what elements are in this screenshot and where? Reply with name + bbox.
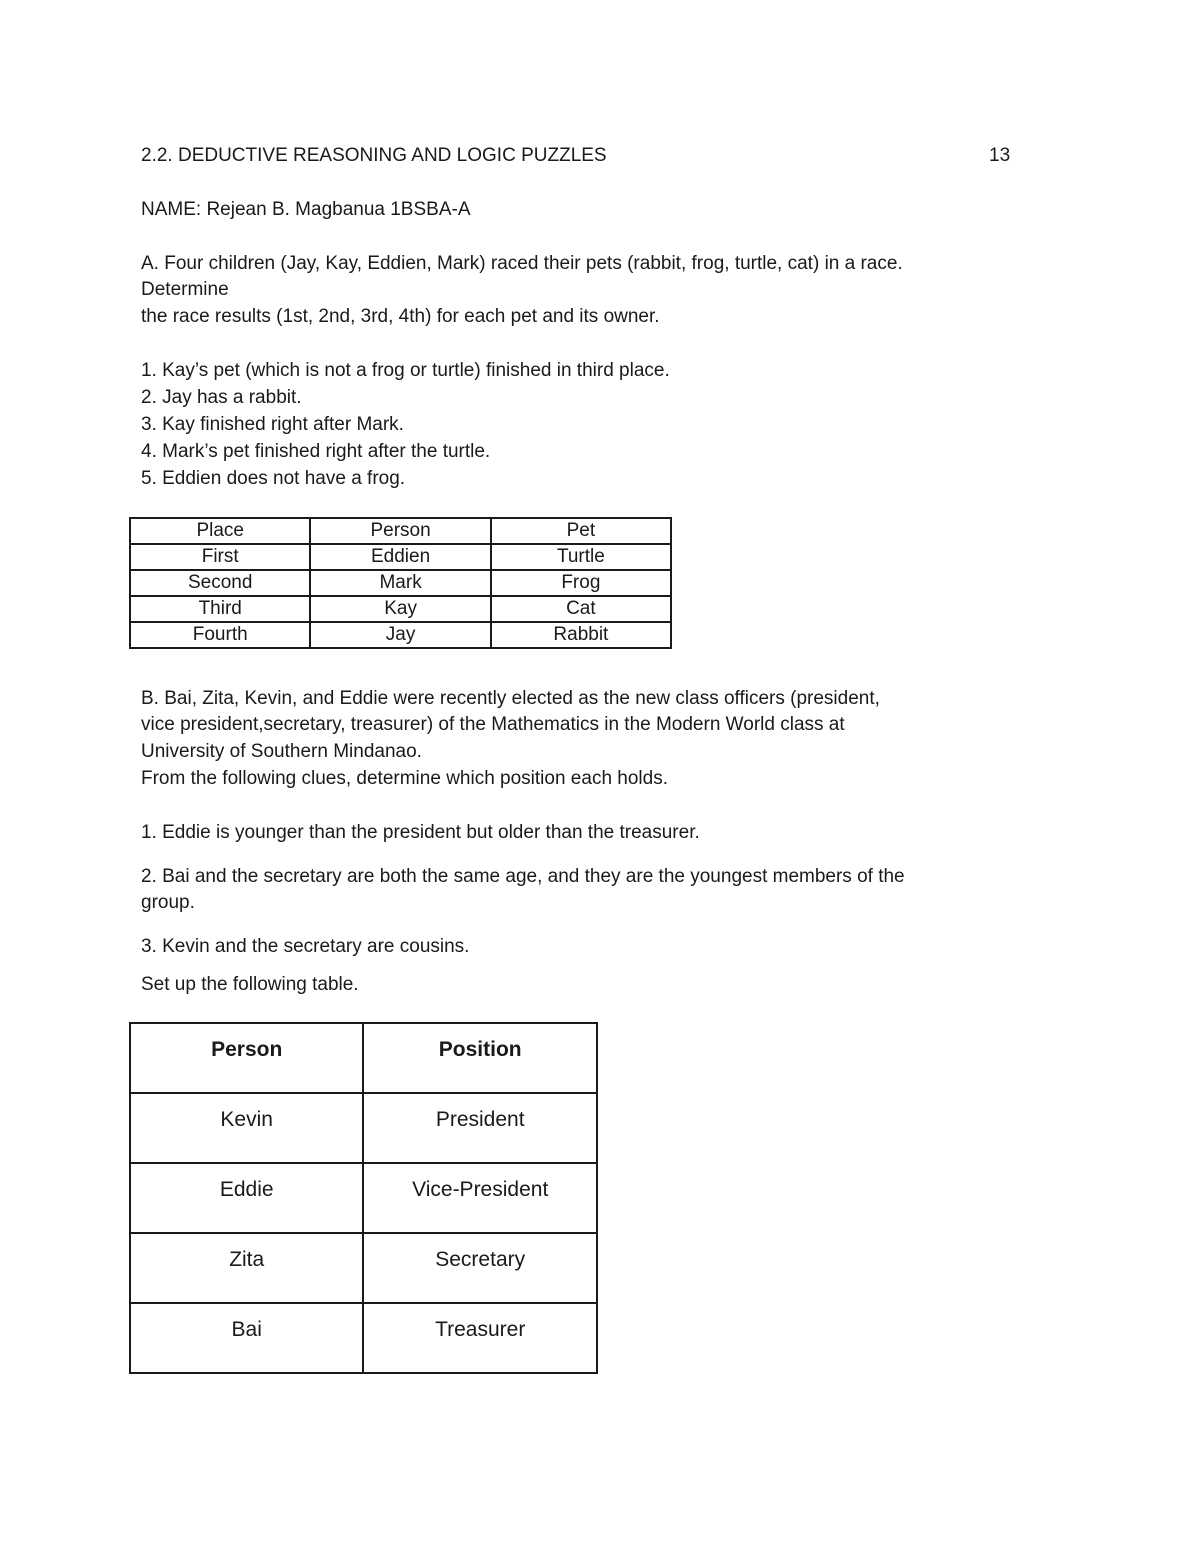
part-b-clue-2-line-1: 2. Bai and the secretary are both the same age, and they are the youngest members of the [141, 866, 905, 887]
header-cell-person [130, 1023, 363, 1093]
part-b-clue-2-line-2: group. [141, 892, 195, 913]
cell-text: Vice-President [412, 1178, 549, 1201]
table-header-row [130, 518, 671, 544]
table-row [130, 1163, 597, 1233]
table-cell: Rabbit [491, 622, 671, 648]
page-number: 13 [989, 145, 1011, 166]
table-row [130, 544, 671, 570]
section-title: 2.2. DEDUCTIVE REASONING AND LOGIC PUZZLES [141, 145, 607, 166]
cell-text: Secretary [435, 1248, 526, 1271]
table-cell: First [130, 544, 310, 570]
table-cell: Frog [491, 570, 671, 596]
part-a-intro-line-1: A. Four children (Jay, Kay, Eddien, Mark) raced their pets (rabbit, frog, turtle, cat) in a race. [141, 253, 903, 274]
table-cell [130, 1093, 363, 1163]
table-cell: Third [130, 596, 310, 622]
table-row [130, 1093, 597, 1163]
part-a-clue-2: 2. Jay has a rabbit. [141, 387, 302, 408]
table-cell: Mark [310, 570, 490, 596]
table-row [130, 1233, 597, 1303]
part-a-clue-1: 1. Kay’s pet (which is not a frog or turtle) finished in third place. [141, 360, 670, 381]
table-row [130, 622, 671, 648]
part-a-clue-5: 5. Eddien does not have a frog. [141, 468, 406, 489]
part-b-clue-3: 3. Kevin and the secretary are cousins. [141, 936, 470, 957]
cell-text: Zita [229, 1248, 265, 1271]
race-results-table [129, 517, 672, 649]
cell-text: President [435, 1108, 525, 1131]
table-cell [130, 1303, 363, 1373]
part-b-intro-line-2: vice president,secretary, treasurer) of the Mathematics in the Modern World class at [141, 714, 845, 735]
header-cell-position [363, 1023, 597, 1093]
header-cell-place: Place [130, 518, 310, 544]
table-header-row [130, 1023, 597, 1093]
table-row [130, 1303, 597, 1373]
table-cell [363, 1093, 597, 1163]
table-cell [363, 1163, 597, 1233]
header-cell-pet: Pet [491, 518, 671, 544]
table-cell: Eddien [310, 544, 490, 570]
part-b-setup-instruction: Set up the following table. [141, 974, 359, 995]
table-cell: Cat [491, 596, 671, 622]
table-cell: Second [130, 570, 310, 596]
table-cell [363, 1233, 597, 1303]
table-cell: Jay [310, 622, 490, 648]
header-label: Position [438, 1038, 522, 1061]
header-cell-person: Person [310, 518, 490, 544]
student-name: NAME: Rejean B. Magbanua 1BSBA-A [141, 199, 471, 220]
cell-text: Eddie [219, 1178, 274, 1201]
table-cell: Kay [310, 596, 490, 622]
part-a-clue-4: 4. Mark’s pet finished right after the turtle. [141, 441, 491, 462]
table-cell: Fourth [130, 622, 310, 648]
part-b-clue-1: 1. Eddie is younger than the president but older than the treasurer. [141, 822, 700, 843]
table-cell [363, 1303, 597, 1373]
part-b-intro-line-3: University of Southern Mindanao. [141, 741, 422, 762]
table-cell [130, 1163, 363, 1233]
cell-text: Treasurer [435, 1318, 526, 1341]
part-a-clue-3: 3. Kay finished right after Mark. [141, 414, 404, 435]
table-cell: Turtle [491, 544, 671, 570]
cell-text: Kevin [220, 1108, 273, 1131]
class-officers-table [129, 1022, 598, 1374]
header-label: Person [211, 1038, 283, 1061]
part-a-intro-line-3: the race results (1st, 2nd, 3rd, 4th) for each pet and its owner. [141, 306, 660, 327]
part-b-intro-line-4: From the following clues, determine which position each holds. [141, 768, 668, 789]
table-row [130, 596, 671, 622]
part-b-intro-line-1: B. Bai, Zita, Kevin, and Eddie were recently elected as the new class officers (president, [141, 688, 880, 709]
table-cell [130, 1233, 363, 1303]
cell-text: Bai [231, 1318, 262, 1341]
table-row [130, 570, 671, 596]
part-a-intro-line-2: Determine [141, 279, 229, 300]
